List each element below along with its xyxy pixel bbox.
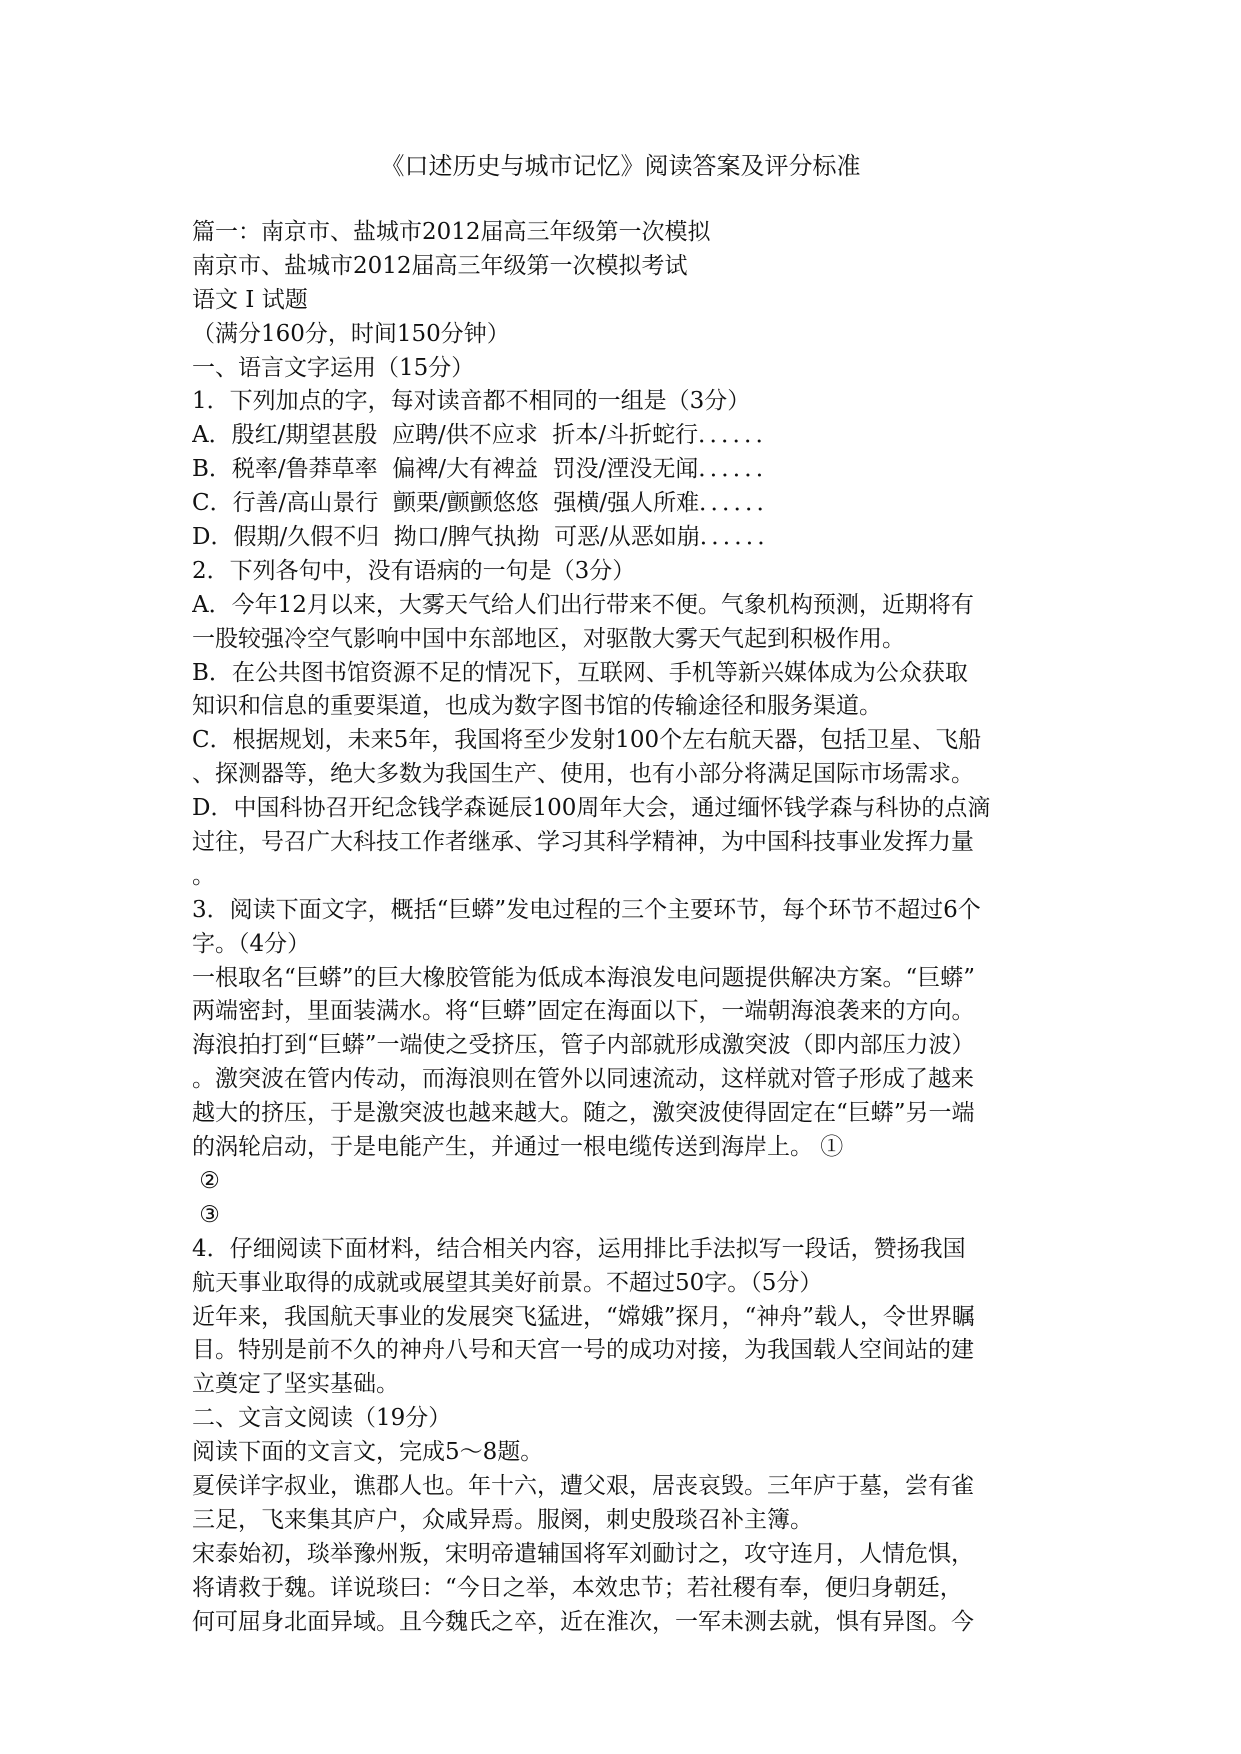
- passage-line: 。激突波在管内传动，而海浪则在管外以同速流动，这样就对管子形成了越来: [192, 1066, 974, 1093]
- answer-blank-line: ③: [192, 1201, 220, 1228]
- passage-line: 海浪拍打到“巨蟒”一端使之受挤压，管子内部就形成激突波（即内部压力波）: [192, 1032, 975, 1059]
- classical-text-line: 宋泰始初，琰举豫州叛，宋明帝遣辅国将军刘勔讨之，攻守连月，人情危惧，: [192, 1540, 974, 1567]
- passage-line: 两端密封，里面装满水。将“巨蟒”固定在海面以下，一端朝海浪袭来的方向。: [192, 998, 975, 1025]
- passage-line: 的涡轮启动，于是电能产生，并通过一根电缆传送到海岸上。 ①: [192, 1134, 844, 1161]
- body-line: 知识和信息的重要渠道，也成为数字图书馆的传输途径和服务渠道。: [192, 693, 882, 720]
- body-line: 航天事业取得的成就或展望其美好前景。不超过50字。（5分）: [192, 1269, 823, 1296]
- body-line: 过往，号召广大科技工作者继承、学习其科学精神，为中国科技事业发挥力量: [192, 829, 974, 856]
- passage-line: 立奠定了坚实基础。: [192, 1371, 399, 1398]
- body-line: 、探测器等，绝大多数为我国生产、使用，也有小部分将满足国际市场需求。: [192, 761, 974, 788]
- body-line: 一股较强冷空气影响中国中东部地区，对驱散大雾天气起到积极作用。: [192, 625, 905, 652]
- body-line: 语文 I 试题: [192, 286, 308, 313]
- passage-line: 越大的挤压，于是激突波也越来越大。随之，激突波使得固定在“巨蟒”另一端: [192, 1100, 975, 1127]
- passage-line: 一根取名“巨蟒”的巨大橡胶管能为低成本海浪发电问题提供解决方案。“巨蟒”: [192, 964, 976, 991]
- question-line: 3．阅读下面文字，概括“巨蟒”发电过程的三个主要环节，每个环节不超过6个: [192, 896, 981, 923]
- option-line: B．税率/鲁莽草率 偏裨/大有裨益 罚没/湮没无闻．．．．．．: [192, 456, 779, 483]
- classical-text-line: 何可屈身北面异域。且今魏氏之卒，近在淮次，一军未测去就，惧有异图。今: [192, 1608, 974, 1635]
- body-line: 。: [192, 862, 215, 889]
- document-title: 《口述历史与城市记忆》阅读答案及评分标准: [380, 152, 861, 180]
- passage-line: 目。特别是前不久的神舟八号和天宫一号的成功对接，为我国载人空间站的建: [192, 1337, 974, 1364]
- option-line: B．在公共图书馆资源不足的情况下，互联网、手机等新兴媒体成为公众获取: [192, 659, 968, 686]
- classical-text-line: 三足，飞来集其庐户，众咸异焉。服阕，刺史殷琰召补主簿。: [192, 1506, 813, 1533]
- body-line: （满分160分，时间150分钟）: [192, 320, 510, 347]
- body-line: 阅读下面的文言文，完成5～8题。: [192, 1439, 544, 1466]
- question-line: 4．仔细阅读下面材料，结合相关内容，运用排比手法拟写一段话，赞扬我国: [192, 1235, 966, 1262]
- answer-blank-line: ②: [192, 1167, 220, 1194]
- option-line: C．行善/高山景行 颤栗/颤颤悠悠 强横/强人所难．．．．．．: [192, 490, 780, 517]
- option-line: D．假期/久假不归 拗口/脾气执拗 可恶/从恶如崩．．．．．．: [192, 524, 781, 551]
- section-heading: 二、文言文阅读（19分）: [192, 1405, 452, 1432]
- option-line: A．殷红/期望甚殷 应聘/供不应求 折本/斗折蛇行．．．．．．: [192, 422, 779, 449]
- body-line: 南京市、盐城市2012届高三年级第一次模拟考试: [192, 252, 688, 279]
- option-line: A．今年12月以来，大雾天气给人们出行带来不便。气象机构预测，近期将有: [192, 591, 974, 618]
- classical-text-line: 将请救于魏。详说琰曰：“今日之举，本效忠节；若社稷有奉，便归身朝廷，: [192, 1574, 963, 1601]
- body-line: 字。（4分）: [192, 930, 311, 957]
- section-heading: 一、语言文字运用（15分）: [192, 354, 475, 381]
- body-line: 篇一：南京市、盐城市2012届高三年级第一次模拟: [192, 219, 711, 245]
- passage-line: 近年来，我国航天事业的发展突飞猛进，“嫦娥”探月，“神舟”载人，令世界瞩: [192, 1303, 976, 1330]
- document-body: [192, 216, 1048, 1639]
- question-line: 1．下列加点的字，每对读音都不相同的一组是（3分）: [192, 388, 751, 415]
- classical-text-line: 夏侯详字叔业，谯郡人也。年十六，遭父艰，居丧哀毁。三年庐于墓，尝有雀: [192, 1472, 974, 1499]
- option-line: C．根据规划，未来5年，我国将至少发射100个左右航天器，包括卫星、飞船: [192, 727, 982, 754]
- option-line: D．中国科协召开纪念钱学森诞辰100周年大会，通过缅怀钱学森与科协的点滴: [192, 795, 991, 822]
- question-line: 2．下列各句中，没有语病的一句是（3分）: [192, 557, 636, 584]
